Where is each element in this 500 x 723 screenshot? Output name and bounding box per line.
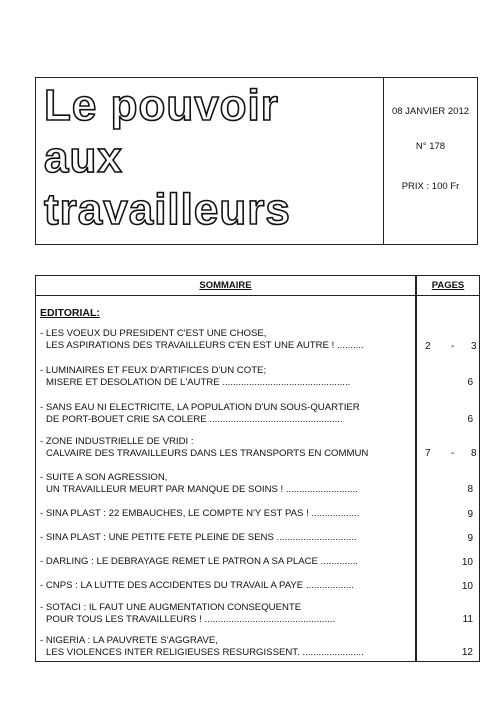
toc-entry bbox=[40, 556, 412, 568]
toc-entry-page: 11 bbox=[462, 614, 473, 625]
toc-entry bbox=[40, 508, 412, 520]
toc-entry bbox=[40, 580, 412, 592]
issue-price: PRIX : 100 Fr bbox=[401, 181, 460, 192]
toc-entry-line: UN TRAVAILLEUR MEURT PAR MANQUE DE SOINS ! ........................... bbox=[46, 484, 358, 495]
page-separator: - bbox=[451, 448, 455, 459]
page-from: 7 bbox=[425, 448, 431, 459]
toc-entry-line: - ZONE INDUSTRIELLE DE VRIDI : bbox=[40, 436, 194, 447]
toc-entry-line: LES VIOLENCES INTER RELIGIEUSES RESURGISSENT. ....................... bbox=[46, 647, 364, 658]
toc-entry-line: - SUITE A SON AGRESSION, bbox=[40, 472, 168, 483]
issue-meta bbox=[384, 78, 477, 244]
toc-header-sommaire: SOMMAIRE bbox=[199, 280, 252, 291]
page-from: 2 bbox=[425, 341, 431, 352]
toc-entry-page: 8 bbox=[467, 484, 473, 495]
toc-entry-line: - CNPS : LA LUTTE DES ACCIDENTES DU TRAVAIL A PAYE .................. bbox=[40, 580, 354, 591]
toc-entry-line: CALVAIRE DES TRAVAILLEURS DANS LES TRANSPORTS EN COMMUN bbox=[46, 448, 369, 459]
toc-entry-line: POUR TOUS LES TRAVAILLEURS ! ................................................. bbox=[46, 614, 336, 625]
toc-entry-page: 6 bbox=[467, 377, 473, 388]
page-to: 8 bbox=[471, 448, 477, 459]
toc-entry-line: - SINA PLAST : 22 EMBAUCHES, LE COMPTE N'Y EST PAS ! .................. bbox=[40, 508, 360, 519]
page-separator: - bbox=[451, 341, 455, 352]
toc-entry-page: 9 bbox=[467, 509, 473, 520]
toc-entry bbox=[40, 532, 412, 544]
issue-number: N° 178 bbox=[415, 141, 446, 152]
editorial-label: EDITORIAL: bbox=[40, 307, 100, 319]
toc-entry-line: - NIGERIA : LA PAUVRETE S'AGGRAVE, bbox=[40, 635, 218, 646]
toc-entry-line: - DARLING : LE DEBRAYAGE REMET LE PATRON A SA PLACE .............. bbox=[40, 556, 358, 567]
masthead-line-3: travailleurs bbox=[44, 185, 291, 234]
toc-entry bbox=[40, 472, 412, 496]
masthead-box bbox=[35, 77, 478, 245]
masthead-line-1: Le pouvoir bbox=[44, 81, 279, 130]
toc-entry bbox=[40, 635, 412, 659]
toc-entry-page: 10 bbox=[461, 557, 473, 568]
toc-entry-page: 10 bbox=[461, 581, 473, 592]
toc-entry-line: DE PORT-BOUET CRIE SA COLERE .................................................. bbox=[46, 414, 343, 425]
toc-entry bbox=[40, 436, 412, 460]
toc-header-row bbox=[36, 276, 479, 296]
toc-entry-line: - SINA PLAST : UNE PETITE FETE PLEINE DE SENS .............................. bbox=[40, 532, 357, 543]
table-of-contents bbox=[35, 275, 480, 662]
toc-entry-line: - LUMINAIRES ET FEUX D'ARTIFICES D'UN COTE; bbox=[40, 365, 267, 376]
masthead-title bbox=[36, 78, 384, 244]
toc-entry-page: 9 bbox=[467, 533, 473, 544]
toc-entry bbox=[40, 602, 412, 626]
toc-entry-page: 12 bbox=[461, 647, 473, 658]
toc-entry-page: 6 bbox=[467, 414, 473, 425]
masthead-line-2: aux bbox=[44, 133, 123, 182]
toc-entry-line: MISERE ET DESOLATION DE L'AUTRE ................................................ bbox=[46, 377, 351, 388]
toc-header-pages: PAGES bbox=[431, 280, 465, 291]
toc-entry-line: - LES VOEUX DU PRESIDENT C'EST UNE CHOSE, bbox=[40, 328, 267, 339]
toc-entry bbox=[40, 402, 412, 426]
issue-date: 08 JANVIER 2012 bbox=[391, 106, 470, 117]
page-to: 3 bbox=[471, 341, 477, 352]
toc-entry-line: LES ASPIRATIONS DES TRAVAILLEURS C'EN EST UNE AUTRE ! .......... bbox=[46, 340, 364, 351]
column-divider bbox=[415, 276, 417, 661]
toc-entry bbox=[40, 328, 412, 352]
toc-entry bbox=[40, 365, 412, 389]
toc-entry-line: - SANS EAU NI ELECTRICITE, LA POPULATION D'UN SOUS-QUARTIER bbox=[40, 402, 360, 413]
toc-entry-line: - SOTACI : IL FAUT UNE AUGMENTATION CONSEQUENTE bbox=[40, 602, 302, 613]
